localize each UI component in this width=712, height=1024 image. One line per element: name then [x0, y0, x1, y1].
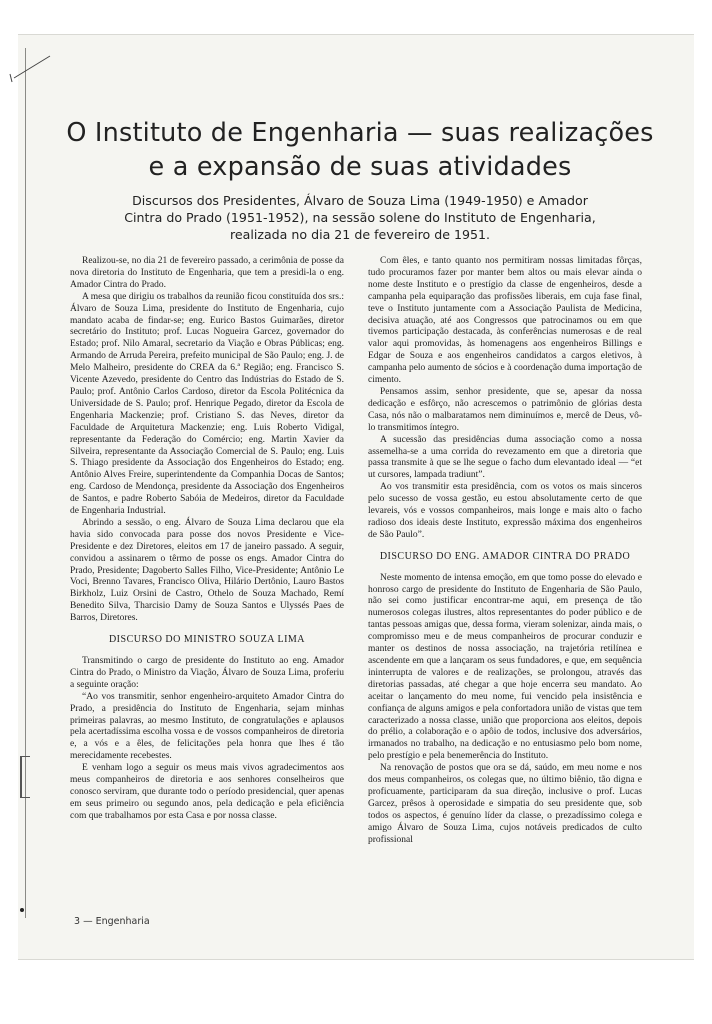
corner-pencil-mark — [6, 52, 54, 100]
paragraph: Realizou-se, no dia 21 de fevereiro passado, a cerimônia de posse da nova diretoria do Instituto de Engenharia, que tem a presidi-la o eng. Amador Cintra do Prado. — [70, 256, 344, 290]
article-subtitle: Discursos dos Presidentes, Álvaro de Souza Lima (1949-1950) e Amador Cintra do Prado (1951-1952), na sessão solene do Instituto de Engenharia, realizada no dia 21 de fevereiro de 1951. — [124, 193, 596, 242]
paragraph: Pensamos assim, senhor presidente, que se, apesar da nossa dedicação e esfôrço, não acrescemos o patrimônio de glórias desta Casa, nós não o malbaratamos nem diminuímos e, mercê de Deus, vô-lo transmitimos íntegro. — [368, 386, 642, 433]
paragraph: Ao vos transmitir esta presidência, com os votos os mais sinceros pelo sucesso de vossa gestão, eu estou absolutamente certo de que levareis, vós e vossos companheiros, mais longe e mais alto o facho radioso dos ideais deste Instituto, expressão máxima dos engenheiros de São Paulo”. — [368, 482, 642, 540]
paragraph: A mesa que dirigiu os trabalhos da reunião ficou constituída dos srs.: Álvaro de Souza Lima, presidente do Instituto de Engenharia, cujo mandato acaba de findar-se; eng. Eurico Bastos Guimarães, diretor secretário do Instituto; prof. Lucas Nogueira Garcez, governador do Estado; prof. Nilo Amaral, secretario da Viação e Obras Públicas; eng. Armando de Arruda Pereira, prefeito municipal de São Paulo; eng. J. de Melo Malheiro, presidente do CREA da 6.ª Região; eng. Francisco S. Vicente Azevedo, presidente do Centro das Indústrias do Estado de S. Paulo; prof. Antônio Carlos Cardoso, diretor da Escola Politécnica da Universidade de S. Paulo; prof. Henrique Pegado, diretor da Escola de Engenharia Mackenzie; prof. Cristiano S. das Neves, diretor da Faculdade de Arquitetura Mackenzie; eng. Luis Roberto Vidigal, representante da Federação do Comércio; eng. Martin Xavier da Silveira, representante da Associação Comercial de S. Paulo; eng. Luis S. Thiago presidente da Associação dos Engenheiros do Estado; eng. Antônio Alves Freire, superintendente da Companhia Docas de Santos; eng. Cardoso de Mendonça, presidente da Associação dos Engenheiros de Santos, e padre Roberto Sabóia de Medeiros, diretor da Faculdade de Engenharia Industrial. — [70, 291, 344, 517]
margin-dot-mark — [20, 908, 24, 912]
margin-bracket-mark — [20, 756, 30, 798]
right-column — [368, 256, 642, 896]
paragraph: A sucessão das presidências duma associação como a nossa assemelha-se a uma corrida do revezamento em que a diretoria que passa transmite à que se lhe segue o facho dum elevantado ideal — “et ut cursores, lampada tradiunt”. — [368, 434, 642, 481]
paragraph: Transmitindo o cargo de presidente do Instituto ao eng. Amador Cintra do Prado, o Ministro da Viação, Álvaro de Souza Lima, proferiu a seguinte oração: — [70, 656, 344, 690]
paragraph: Na renovação de postos que ora se dá, saúdo, em meu nome e nos dos meus companheiros, os colegas que, no último biênio, tão digna e proficuamente, participaram da sua direção, inclusive o prof. Lucas Garcez, prêsos à operosidade e simpatia do seu presidente que, sob todos os aspectos, é genuíno líder da classe, o prezadíssimo colega e amigo Álvaro de Souza Lima, cujos notáveis predicados de culto profissional — [368, 763, 642, 845]
paragraph: Abrindo a sessão, o eng. Álvaro de Souza Lima declarou que ela havia sido convocada para posse dos novos Presidente e Vice-Presidente e dez Diretores, eleitos em 17 de janeiro passado. A seguir, convidou a assinarem o têrmo de posse os engs. Amador Cintra do Prado, Presidente; Dagoberto Salles Filho, Vice-Presidente; Antônio Le Voci, Brenno Tavares, Francisco Oliva, Hilário Dertônio, Lauro Bastos Birkholz, Luiz Orsini de Castro, Othelo de Souza Machado, Remí Benedito Silva, Tharcisio Damy de Souza Santos e Ulyssés Paes de Barros, Diretores. — [70, 517, 344, 624]
left-column — [70, 256, 344, 896]
paragraph: E venham logo a seguir os meus mais vivos agradecimentos aos meus companheiros de diretoria e aos senhores conselheiros que conosco serviram, que durante todo o período presidencial, quer apenas em seus primeiro ou segundo anos, pela dedicação e pela eficiência com que trabalhamos por esta Casa e por nossa classe. — [70, 763, 344, 821]
page-footer: 3 — Engenharia — [74, 916, 150, 927]
paragraph: Neste momento de intensa emoção, em que tomo posse do elevado e honroso cargo de presidente do Instituto de Engenharia de São Paulo, não sei como justificar encontrar-me aqui, em presença de tão numerosos colegas ilustres, altos representantes do poder público e de tantas pessoas amigas que, dessa forma, vieram solenizar, ainda mais, o compromisso meu e de meus companheiros de procurar conduzir e manter os destinos de nossa associação, na trajetória retilínea e ascendente em que a lançaram os seus fundadores, e que, em sequência ininterrupta de valores e de realizações, se prolongou, através das diretorias passadas, até chegar a que hoje encerra seu mandato. Ao aceitar o lançamento do meu nome, fui vencido pela insistência e confiança de alguns amigos e pela confortadora união de vistas que tem caracterizado a nossa classe, união que proporciona aos eleitos, depois do prélio, a colaboração e o apôio de todos, inclusive dos adversários, irmanados no trabalho, na dedicação e no entusiasmo pelo bom nome, pelo prestígio e pela benemerência do Instituto. — [368, 572, 642, 762]
section-heading: DISCURSO DO MINISTRO SOUZA LIMA — [108, 634, 306, 646]
paragraph: “Ao vos transmitir, senhor engenheiro-arquiteto Amador Cintra do Prado, a presidência do Instituto de Engenharia, sejam minhas primeiras palavras, ao mesmo Instituto, de congratulações e aplausos pela acertadíssima escolha vossa e de vossos companheiros de diretoria e, a vós e a êles, de felicitações pela honra que lhes é tão merecidamente recebestes. — [70, 691, 344, 762]
article-title: O Instituto de Engenharia — suas realizações e a expansão de suas atividades — [66, 118, 654, 182]
paragraph: Com êles, e tanto quanto nos permitiram nossas limitadas fôrças, tudo procuramos fazer por manter bem altos ou mais elevar ainda o nome deste Instituto e o prestígio da classe de engenheiros, desde a campanha pela equiparação das profissões liberais, em cuja fase final, teve o Instituto juntamente com a Associação Paulista de Medicina, decisiva atuação, até aos Congressos que patrocinamos ou em que tivemos participação destacada, às conferências numerosas e de real valor aqui promovidas, às homenagens aos engenheiros Billings e Edgar de Souza e aos engenheiros candidatos a cargos eletivos, à campanha pelo aumento de sócios e à coordenação duma importação de cimento. — [368, 256, 642, 386]
section-heading: DISCURSO DO ENG. AMADOR CINTRA DO PRADO — [379, 550, 631, 562]
